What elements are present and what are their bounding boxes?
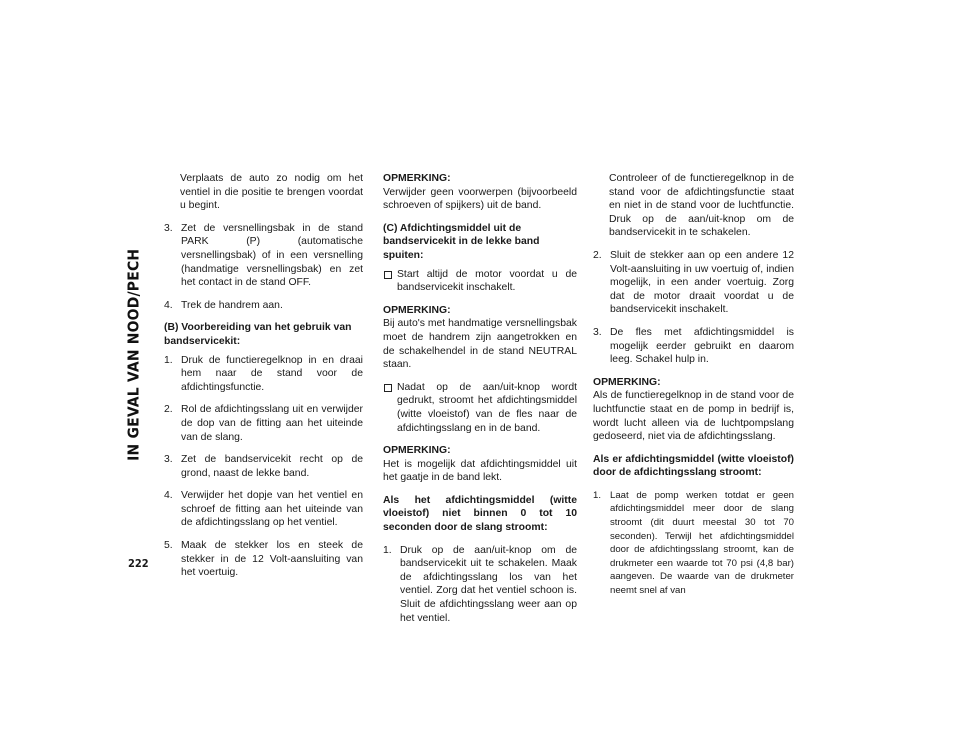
list-number: 1.: [593, 489, 602, 501]
list-text: Druk op de aan/uit-knop om de bandservicekit uit te schakelen. Maak de afdichtingsslang los van het ventiel. Zorg dat het ventiel schoon is. Sluit de afdichtingsslang weer aan op het ventiel.: [400, 544, 577, 624]
subheading: Als er afdichtingsmiddel (witte vloeistof) door de afdichtingsslang stroomt:: [593, 453, 794, 479]
note-text: Als de functieregelknop in de stand voor de luchtfunctie staat en de pomp in bedrijf is, wordt lucht alleen via de luchtpompslang gedoseerd, niet via de afdichtingsslang.: [593, 390, 794, 443]
bullet-text: Start altijd de motor voordat u de bandservicekit inschakelt.: [397, 268, 577, 294]
list-text: Druk de functieregelknop in en draai hem naar de stand voor de afdichtingsfunctie.: [181, 354, 363, 393]
subheading: Als het afdichtingsmiddel (witte vloeistof) niet binnen 0 tot 10 seconden door de slang stroomt:: [383, 494, 577, 534]
bullet-item: [383, 268, 577, 295]
bullet-item: [383, 381, 577, 435]
list-number: 1.: [164, 354, 173, 366]
list-text: De fles met afdichtingsmiddel is mogelijk eerder gebruikt en daarom leeg. Schakel hulp in.: [610, 326, 794, 366]
note-text: Verwijder geen voorwerpen (bijvoorbeeld schroeven of spijkers) uit de band.: [383, 186, 577, 212]
list-item: [164, 403, 363, 444]
note-text: Bij auto's met handmatige versnellingsbak moet de handrem zijn aangetrokken en de schakelhendel in de stand NEUTRAL staan.: [383, 318, 577, 371]
note-label: OPMERKING:: [383, 173, 451, 184]
list-number: 4.: [164, 490, 173, 502]
list-number: 1.: [383, 544, 392, 556]
list-item: [164, 453, 363, 480]
continued-paragraph: Verplaats de auto zo nodig om het ventiel in die positie te brengen voordat u begint.: [180, 173, 363, 212]
note-label: OPMERKING:: [383, 304, 451, 316]
list-text: Trek de handrem aan.: [181, 299, 283, 311]
chapter-side-title: [124, 165, 144, 545]
column-3: [593, 172, 794, 598]
list-item: [164, 222, 363, 290]
list-text: Zet de versnellingsbak in de stand PARK (P) (automatische versnellingsbak) of in een versnelling (handmatige versnellingsbak) en zet het contact in de stand OFF.: [181, 222, 363, 289]
square-bullet-icon: [384, 271, 392, 279]
list-item: [164, 354, 363, 395]
list-item: [164, 489, 363, 530]
note-label: OPMERKING:: [593, 376, 661, 388]
list-text: Verwijder het dopje van het ventiel en schroef de fitting aan het uiteinde van de afdichtingsslang op het ventiel.: [181, 490, 363, 529]
list-text: Rol de afdichtingsslang uit en verwijder de dop van de fitting aan het uiteinde van de slang.: [181, 404, 363, 443]
page-number: 222: [128, 557, 149, 570]
bullet-text: Nadat op de aan/uit-knop wordt gedrukt, stroomt het afdichtingsmiddel (witte vloeistof) van de fles naar de afdichtingsslang en in de band.: [397, 381, 577, 434]
list-item: [164, 299, 363, 313]
column-2: [383, 172, 577, 625]
list-number: 5.: [164, 540, 173, 552]
list-item: [593, 326, 794, 367]
list-text: Sluit de stekker aan op een andere 12 Volt-aansluiting in uw voertuig of, indien mogelijk, in een ander voertuig. Zorg dat de motor draait voordat u de bandservicekit inschakelt.: [610, 249, 794, 316]
list-item: [383, 544, 577, 626]
list-text: Laat de pomp werken totdat er geen afdichtingsmiddel meer door de slang stroomt (dit duurt meestal 30 tot 70 seconden). Terwijl het afdichtingsmiddel door de afdichtingsslang stroomt, kan de drukmeter een waarde tot 70 psi (4,8 bar) aangeven. De waarde van de drukmeter neemt snel af van: [610, 489, 794, 597]
note-label: OPMERKING:: [383, 445, 451, 457]
note-text: Het is mogelijk dat afdichtingsmiddel uit het gaatje in de band lekt.: [383, 458, 577, 484]
list-item: [593, 489, 794, 598]
list-text: Zet de bandservicekit recht op de grond, naast de lekke band.: [181, 454, 363, 479]
list-item: [593, 249, 794, 317]
list-text: Maak de stekker los en steek de stekker in de 12 Volt-aansluiting van het voertuig.: [181, 540, 363, 579]
list-number: 3.: [164, 222, 173, 234]
list-item: [164, 539, 363, 580]
square-bullet-icon: [384, 384, 392, 392]
section-heading-c: (C) Afdichtingsmiddel uit de bandservicekit in de lekke band spuiten:: [383, 222, 540, 261]
continued-paragraph: Controleer of de functieregelknop in de stand voor de afdichtingsfunctie staat en niet in de stand voor de luchtfunctie. Druk op de aan/uit-knop om de bandservicekit in te schakelen.: [609, 173, 794, 239]
list-number: 4.: [164, 299, 173, 311]
chapter-title-text: IN GEVAL VAN NOOD/PECH: [124, 248, 143, 462]
list-number: 2.: [164, 404, 173, 416]
column-1: [164, 172, 363, 580]
section-heading-b: (B) Voorbereiding van het gebruik van bandservicekit:: [164, 322, 352, 347]
list-number: 3.: [164, 454, 173, 466]
list-number: 2.: [593, 249, 602, 261]
list-number: 3.: [593, 326, 602, 338]
